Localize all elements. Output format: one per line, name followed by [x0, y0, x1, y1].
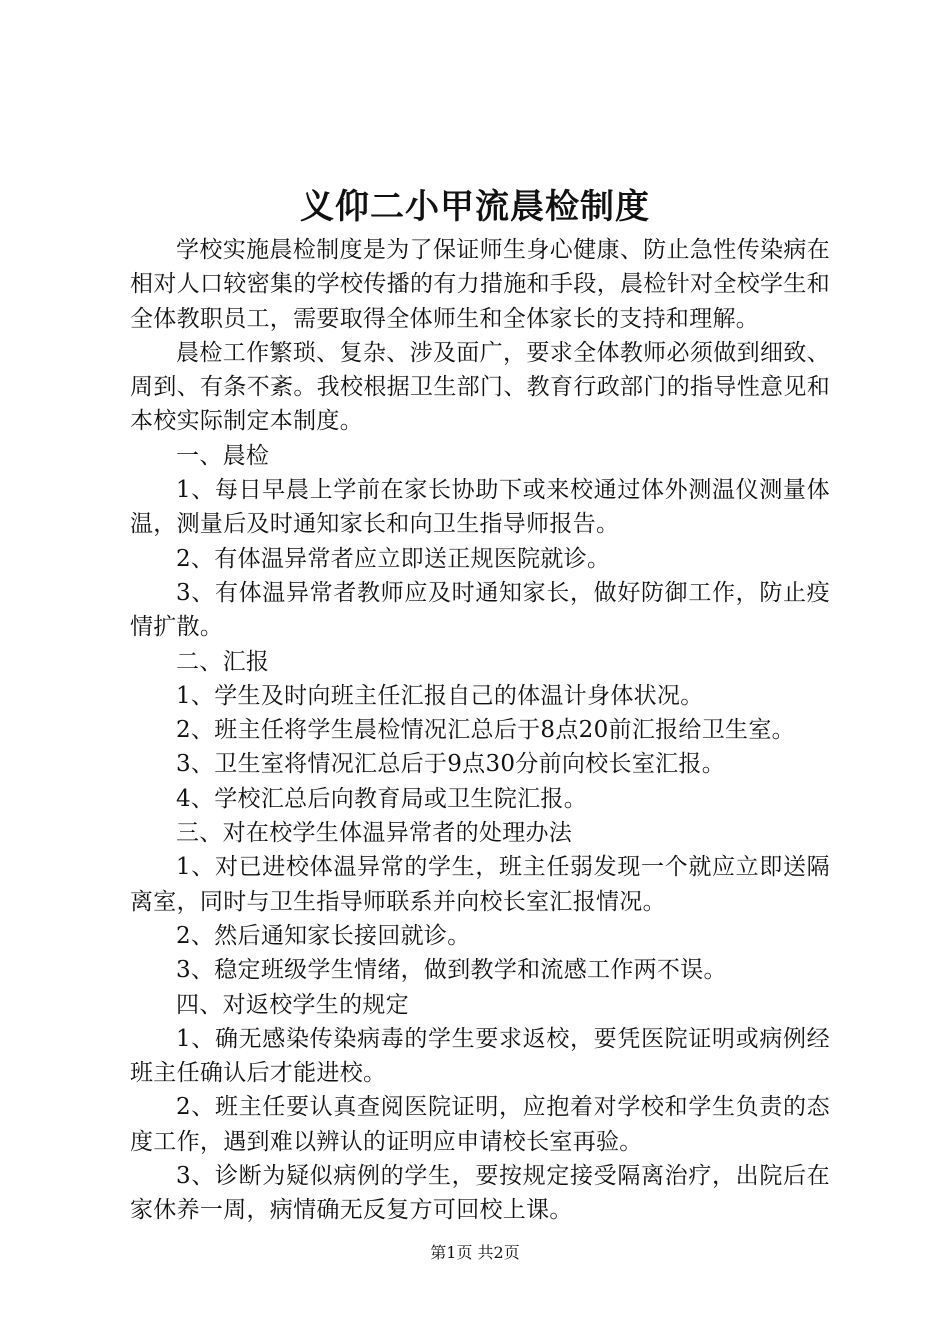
list-item: 1、每日早晨上学前在家长协助下或来校通过体外测温仪测量体温，测量后及时通知家长和向卫生指导师报告。 [130, 477, 830, 538]
document-body [130, 233, 830, 1228]
list-item: 2、班主任将学生晨检情况汇总后于8点20前汇报给卫生室。 [176, 717, 795, 744]
page-footer: 第1页 共2页 [430, 1243, 520, 1262]
section-heading-morning-check: 一、晨检 [176, 442, 270, 469]
list-item: 3、诊断为疑似病例的学生，要按规定接受隔离治疗，出院后在家休养一周，病情确无反复方可回校上课。 [130, 1163, 830, 1224]
section-heading-abnormal-handling: 三、对在校学生体温异常者的处理办法 [176, 820, 573, 847]
list-item: 1、确无感染传染病毒的学生要求返校，要凭医院证明或病例经班主任确认后才能进校。 [130, 1025, 830, 1087]
list-item: 2、有体温异常者应立即送正规医院就诊。 [176, 545, 611, 572]
section-heading-report: 二、汇报 [176, 648, 270, 675]
paragraph-requirements: 晨检工作繁琐、复杂、涉及面广，要求全体教师必须做到细致、周到、有条不紊。我校根据卫生部门、教育行政部门的指导性意见和本校实际制定本制度。 [130, 339, 830, 435]
list-item: 2、班主任要认真查阅医院证明，应抱着对学校和学生负责的态度工作，遇到难以辨认的证明应申请校长室再验。 [130, 1094, 830, 1155]
paragraph-intro: 学校实施晨检制度是为了保证师生身心健康、防止急性传染病在相对人口较密集的学校传播的有力措施和手段，晨检针对全校学生和全体教职员工，需要取得全体师生和全体家长的支持和理解。 [130, 237, 830, 332]
section-heading-return-rules: 四、对返校学生的规定 [176, 991, 409, 1018]
list-item: 3、稳定班级学生情绪，做到教学和流感工作两不误。 [176, 957, 727, 984]
document-title: 义仰二小甲流晨检制度 [300, 187, 650, 227]
list-item: 4、学校汇总后向教育局或卫生院汇报。 [176, 785, 588, 812]
list-item: 1、对已进校体温异常的学生，班主任弱发现一个就应立即送隔离室，同时与卫生指导师联系并向校长室汇报情况。 [130, 854, 830, 915]
list-item: 3、卫生室将情况汇总后于9点30分前向校长室汇报。 [176, 751, 726, 778]
list-item: 3、有体温异常者教师应及时通知家长，做好防御工作，防止疫情扩散。 [130, 579, 830, 641]
list-item: 1、学生及时向班主任汇报自己的体温计身体状况。 [176, 682, 704, 709]
list-item: 2、然后通知家长接回就诊。 [176, 922, 471, 949]
